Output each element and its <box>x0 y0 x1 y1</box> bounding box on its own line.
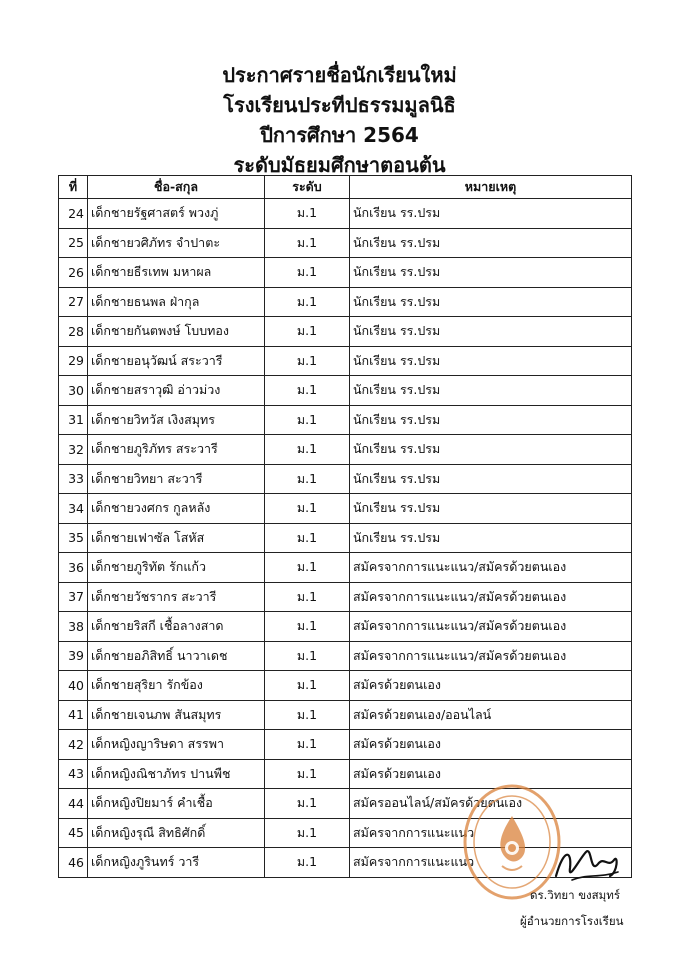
student-name-cell: เด็กหญิงรุณี สิทธิศักดิ์ <box>88 818 265 848</box>
student-name-cell: เด็กชายธีรเทพ มหาผล <box>88 258 265 288</box>
level-cell: ม.1 <box>265 671 350 701</box>
table-body <box>59 199 632 878</box>
title-line-2: โรงเรียนประทีปธรรมมูลนิธิ <box>223 93 456 117</box>
row-number-cell: 31 <box>59 405 88 435</box>
row-number-cell: 42 <box>59 730 88 760</box>
note-cell: นักเรียน รร.ปรม <box>350 494 632 524</box>
row-number-cell: 43 <box>59 759 88 789</box>
student-name-cell: เด็กชายวิทยา สะวารี <box>88 464 265 494</box>
col-header-name: ชื่อ-สกุล <box>88 176 265 199</box>
student-name-cell: เด็กชายอภิสิทธิ์ นาวาเดช <box>88 641 265 671</box>
row-number-cell: 41 <box>59 700 88 730</box>
row-number-cell: 30 <box>59 376 88 406</box>
note-cell: สมัครจากการแนะแนว/สมัครด้วยตนเอง <box>350 641 632 671</box>
student-name-cell: เด็กชายภูริภัทร สระวารี <box>88 435 265 465</box>
student-name-cell: เด็กหญิงณิชาภัทร ปานพืช <box>88 759 265 789</box>
student-table <box>58 175 632 878</box>
note-cell: สมัครจากการแนะแนว <box>350 848 632 878</box>
note-cell: นักเรียน รร.ปรม <box>350 287 632 317</box>
note-cell: นักเรียน รร.ปรม <box>350 405 632 435</box>
handwritten-signature <box>552 838 622 888</box>
col-header-note: หมายเหตุ <box>350 176 632 199</box>
table-row <box>59 435 632 465</box>
note-cell: สมัครด้วยตนเอง/ออนไลน์ <box>350 700 632 730</box>
note-cell: นักเรียน รร.ปรม <box>350 317 632 347</box>
table-row <box>59 228 632 258</box>
row-number-cell: 32 <box>59 435 88 465</box>
level-cell: ม.1 <box>265 346 350 376</box>
note-cell: สมัครจากการแนะแนว <box>350 818 632 848</box>
row-number-cell: 39 <box>59 641 88 671</box>
note-cell: นักเรียน รร.ปรม <box>350 228 632 258</box>
student-name-cell: เด็กชายภูริทัต รักแก้ว <box>88 553 265 583</box>
student-name-cell: เด็กหญิงญาริษดา สรรพา <box>88 730 265 760</box>
level-cell: ม.1 <box>265 848 350 878</box>
row-number-cell: 25 <box>59 228 88 258</box>
row-number-cell: 36 <box>59 553 88 583</box>
table-row <box>59 376 632 406</box>
level-cell: ม.1 <box>265 405 350 435</box>
level-cell: ม.1 <box>265 199 350 229</box>
level-cell: ม.1 <box>265 612 350 642</box>
note-cell: สมัครจากการแนะแนว/สมัครด้วยตนเอง <box>350 553 632 583</box>
table-row <box>59 287 632 317</box>
note-cell: สมัครด้วยตนเอง <box>350 730 632 760</box>
student-name-cell: เด็กชายเฟาซัล โสหัส <box>88 523 265 553</box>
student-name-cell: เด็กหญิงภูรินทร์ วารี <box>88 848 265 878</box>
level-cell: ม.1 <box>265 730 350 760</box>
table-row <box>59 730 632 760</box>
student-name-cell: เด็กชายวศิภัทร จำปาตะ <box>88 228 265 258</box>
table-row <box>59 553 632 583</box>
level-cell: ม.1 <box>265 582 350 612</box>
row-number-cell: 38 <box>59 612 88 642</box>
note-cell: นักเรียน รร.ปรม <box>350 376 632 406</box>
note-cell: นักเรียน รร.ปรม <box>350 258 632 288</box>
student-name-cell: เด็กชายสุริยา รักข้อง <box>88 671 265 701</box>
level-cell: ม.1 <box>265 700 350 730</box>
student-name-cell: เด็กชายอนุวัฒน์ สระวารี <box>88 346 265 376</box>
signature-block <box>520 882 670 934</box>
level-cell: ม.1 <box>265 317 350 347</box>
level-cell: ม.1 <box>265 435 350 465</box>
level-cell: ม.1 <box>265 523 350 553</box>
table-header-row <box>59 176 632 199</box>
signatory-position: ผู้อำนวยการโรงเรียน <box>520 914 624 928</box>
note-cell: นักเรียน รร.ปรม <box>350 523 632 553</box>
title-line-1: ประกาศรายชื่อนักเรียนใหม่ <box>222 63 457 87</box>
row-number-cell: 28 <box>59 317 88 347</box>
table-row <box>59 641 632 671</box>
level-cell: ม.1 <box>265 494 350 524</box>
level-cell: ม.1 <box>265 789 350 819</box>
level-cell: ม.1 <box>265 258 350 288</box>
student-name-cell: เด็กชายสราวุฒิ อ่าวม่วง <box>88 376 265 406</box>
student-name-cell: เด็กชายวงศกร กูลหลัง <box>88 494 265 524</box>
level-cell: ม.1 <box>265 287 350 317</box>
row-number-cell: 26 <box>59 258 88 288</box>
note-cell: นักเรียน รร.ปรม <box>350 199 632 229</box>
level-cell: ม.1 <box>265 553 350 583</box>
level-cell: ม.1 <box>265 818 350 848</box>
signatory-name: ดร.วิทยา ขงสมุทร์ <box>530 888 621 902</box>
note-cell: นักเรียน รร.ปรม <box>350 464 632 494</box>
student-name-cell: เด็กชายเจนภพ สันสมุทร <box>88 700 265 730</box>
row-number-cell: 44 <box>59 789 88 819</box>
table-row <box>59 258 632 288</box>
table-row <box>59 523 632 553</box>
student-name-cell: เด็กหญิงปิยมาร์ คำเชื้อ <box>88 789 265 819</box>
table-row <box>59 405 632 435</box>
table-row <box>59 199 632 229</box>
student-name-cell: เด็กชายธนพล ฝ่ากุล <box>88 287 265 317</box>
col-header-no: ที่ <box>59 176 88 199</box>
row-number-cell: 29 <box>59 346 88 376</box>
table-row <box>59 464 632 494</box>
title-line-4: ระดับมัธยมศึกษาตอนต้น <box>233 153 446 177</box>
level-cell: ม.1 <box>265 759 350 789</box>
row-number-cell: 34 <box>59 494 88 524</box>
table-row <box>59 494 632 524</box>
student-name-cell: เด็กชายกันตพงษ์ โบบทอง <box>88 317 265 347</box>
title-line-3: ปีการศึกษา 2564 <box>260 123 419 147</box>
note-cell: สมัครออนไลน์/สมัครด้วยตนเอง <box>350 789 632 819</box>
student-name-cell: เด็กชายวิทวัส เงิงสมุทร <box>88 405 265 435</box>
note-cell: สมัครจากการแนะแนว/สมัครด้วยตนเอง <box>350 612 632 642</box>
student-name-cell: เด็กชายวัชรากร สะวารี <box>88 582 265 612</box>
table-row <box>59 317 632 347</box>
table-row <box>59 612 632 642</box>
row-number-cell: 45 <box>59 818 88 848</box>
col-header-level: ระดับ <box>265 176 350 199</box>
note-cell: นักเรียน รร.ปรม <box>350 435 632 465</box>
row-number-cell: 27 <box>59 287 88 317</box>
level-cell: ม.1 <box>265 228 350 258</box>
row-number-cell: 40 <box>59 671 88 701</box>
row-number-cell: 33 <box>59 464 88 494</box>
table-row <box>59 671 632 701</box>
student-name-cell: เด็กชายริสกี เชื้อลางสาด <box>88 612 265 642</box>
announcement-title <box>0 60 679 180</box>
level-cell: ม.1 <box>265 641 350 671</box>
table-row <box>59 346 632 376</box>
row-number-cell: 24 <box>59 199 88 229</box>
note-cell: นักเรียน รร.ปรม <box>350 346 632 376</box>
student-name-cell: เด็กชายรัฐศาสตร์ พวงภู่ <box>88 199 265 229</box>
note-cell: สมัครด้วยตนเอง <box>350 671 632 701</box>
note-cell: สมัครด้วยตนเอง <box>350 759 632 789</box>
note-cell: สมัครจากการแนะแนว/สมัครด้วยตนเอง <box>350 582 632 612</box>
level-cell: ม.1 <box>265 464 350 494</box>
table-row <box>59 700 632 730</box>
row-number-cell: 46 <box>59 848 88 878</box>
table-row <box>59 582 632 612</box>
row-number-cell: 37 <box>59 582 88 612</box>
row-number-cell: 35 <box>59 523 88 553</box>
level-cell: ม.1 <box>265 376 350 406</box>
